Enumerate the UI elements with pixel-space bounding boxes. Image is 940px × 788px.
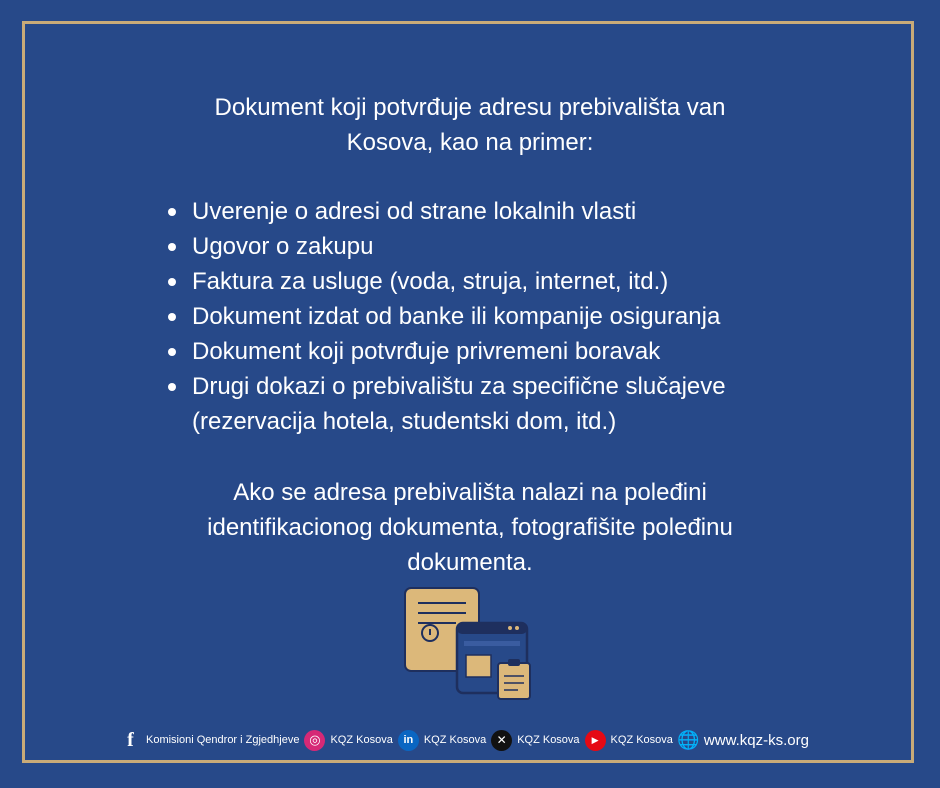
list-item: Dokument izdat od banke ili kompanije osiguranja [168, 299, 818, 334]
footer-social-bar [120, 726, 820, 754]
facebook-link[interactable] [120, 730, 299, 751]
documents-icon [400, 585, 540, 700]
list-item: Dokument koji potvrđuje privremeni boravak [168, 334, 818, 369]
website-label: www.kqz-ks.org [703, 731, 809, 749]
document-list [168, 194, 818, 439]
youtube-link[interactable] [585, 730, 673, 751]
website-link[interactable] [678, 730, 809, 751]
list-item [168, 369, 818, 439]
outro-line-3: dokumenta. [407, 549, 533, 576]
list-item: Faktura za usluge (voda, struja, internet, itd.) [168, 264, 818, 299]
outro-line-1: Ako se adresa prebivališta nalazi na poleđini [233, 479, 707, 506]
linkedin-label: KQZ Kosova [423, 734, 487, 746]
facebook-icon: f [127, 728, 134, 751]
intro-line-2: Kosova, kao na primer: [346, 129, 594, 156]
globe-icon: 🌐 [677, 729, 700, 750]
x-label: KQZ Kosova [517, 734, 580, 746]
list-item: Uverenje o adresi od strane lokalnih vlasti [168, 194, 818, 229]
linkedin-icon: in [398, 730, 419, 751]
list-item: Ugovor o zakupu [168, 229, 818, 264]
outro-line-2: identifikacionog dokumenta, fotografišite poleđinu [207, 514, 733, 541]
youtube-label: KQZ Kosova [610, 734, 673, 746]
intro-line-1: Dokument koji potvrđuje adresu prebivališta van [214, 94, 726, 121]
x-link[interactable] [491, 730, 579, 751]
documents-illustration [400, 585, 540, 705]
facebook-label: Komisioni Qendror i Zgjedhjeve [146, 734, 300, 746]
linkedin-link[interactable] [398, 730, 486, 751]
intro-text [120, 90, 820, 160]
x-icon: ✕ [491, 730, 512, 751]
instagram-icon: ◎ [304, 730, 325, 751]
list-item-line: (rezervacija hotela, studentski dom, itd.) [192, 408, 617, 435]
instagram-label: KQZ Kosova [330, 734, 393, 746]
outro-text [120, 475, 820, 580]
instagram-link[interactable] [304, 730, 392, 751]
youtube-icon: ▶ [585, 730, 606, 751]
list-item-line: Drugi dokazi o prebivalištu za specifične slučajeve [192, 373, 726, 400]
